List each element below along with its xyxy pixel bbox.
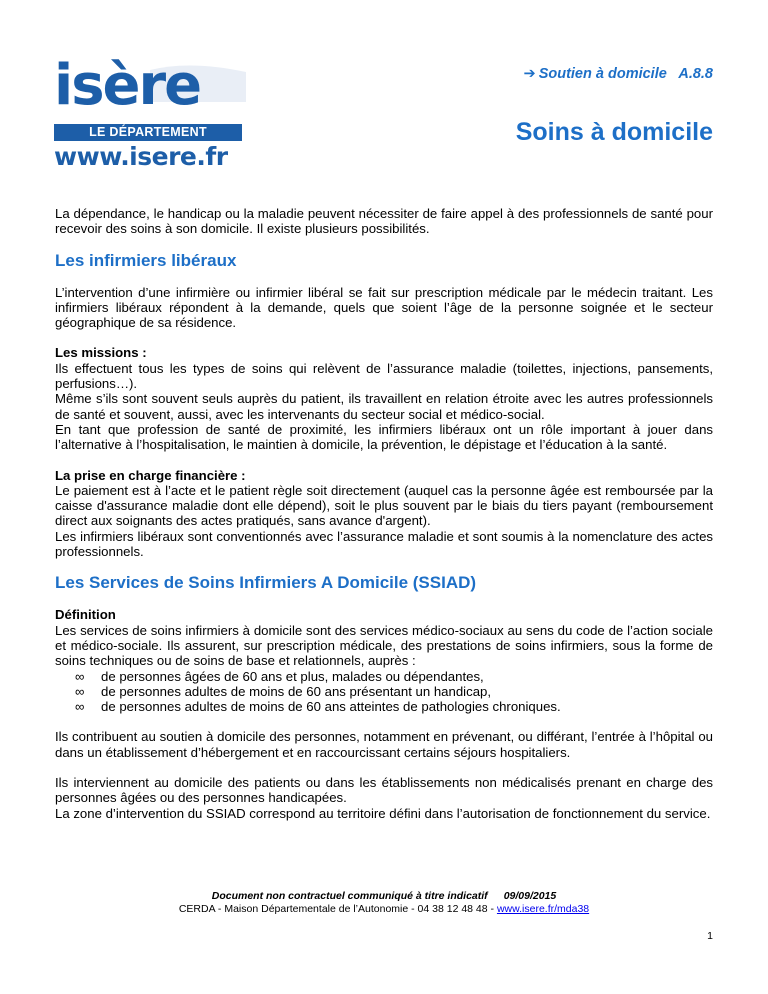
logo-url: www.isere.fr <box>54 142 228 171</box>
list-item: ∞ de personnes âgées de 60 ans et plus, malades ou dépendantes, <box>75 668 484 684</box>
paragraph: La zone d’intervention du SSIAD correspond au territoire défini dans l’autorisation de fonctionnement du service. <box>55 805 711 821</box>
bullet-icon: ∞ <box>75 699 85 715</box>
document-body <box>55 206 713 821</box>
bullet-icon: ∞ <box>75 683 85 699</box>
isere-logo <box>50 53 246 172</box>
logo-word: isère <box>54 53 201 118</box>
reference-text: Soutien à domicile A.8.8 <box>538 66 713 82</box>
footer-date: 09/09/2015 <box>503 890 557 902</box>
section-heading-ssiad: Les Services de Soins Infirmiers A Domicile (SSIAD) <box>55 573 477 593</box>
logo-band: LE DÉPARTEMENT <box>54 124 242 141</box>
list-item: ∞ de personnes adultes de moins de 60 ans présentant un handicap, <box>75 683 492 699</box>
subheading-finance: La prise en charge financière : <box>55 467 246 483</box>
paragraph: Le paiement est à l’acte et le patient règle soit directement (auquel cas la personne âgée est remboursée par la caisse d'assurance maladie dont elle dépend), soit le plus souvent par le biais du tiers payant (remboursement direct aux soignants des actes pratiqués, sans avance d'argent). <box>55 482 713 529</box>
bullet-list <box>55 669 713 715</box>
arrow-right-icon: ➔ <box>523 66 536 82</box>
paragraph: Ils contribuent au soutien à domicile des personnes, notamment en prévenant, ou différant, l’entrée à l’hôpital ou dans un établissement d’hébergement et en raccourcissant certains séjours hospitaliers. <box>55 729 713 760</box>
paragraph: Ils interviennent au domicile des patients ou dans les établissements non médicalisés prenant en charge des personnes âgées ou des personnes handicapées. <box>55 775 713 806</box>
footer-link[interactable]: www.isere.fr/mda38 <box>496 903 590 915</box>
intro-paragraph: La dépendance, le handicap ou la maladie peuvent nécessiter de faire appel à des professionnels de santé pour recevoir des soins à son domicile. Il existe plusieurs possibilités. <box>55 206 713 237</box>
list-item: ∞ de personnes adultes de moins de 60 ans atteintes de pathologies chroniques. <box>75 699 561 715</box>
paragraph: L’intervention d’une infirmière ou infirmier libéral se fait sur prescription médicale par le médecin traitant. Les infirmiers libéraux répondent à la demande, quels que soient l’âge de la personne soignée et le secteur géographique de sa résidence. <box>55 284 713 331</box>
subheading-definition: Définition <box>55 607 116 623</box>
paragraph: Les services de soins infirmiers à domicile sont des services médico-sociaux au sens du code de l’action sociale et médico-sociale. Ils assurent, sur prescription médicale, des prestations de soins infirmiers, sous la forme de soins techniques ou de soins de base et relationnels, auprès : <box>55 622 713 669</box>
paragraph: En tant que profession de santé de proximité, les infirmiers libéraux ont un rôle important à jouer dans l’alternative à l’hospitalisation, le maintien à domicile, la prévention, le dépistage et l’éducation à la santé. <box>55 421 713 453</box>
paragraph: Ils effectuent tous les types de soins qui relèvent de l’assurance maladie (toilettes, injections, pansements, perfusions…). <box>55 360 713 392</box>
footer-disclaimer: Document non contractuel communiqué à titre indicatif 09/09/2015 <box>211 890 557 902</box>
page-title: Soins à domicile <box>515 118 713 146</box>
document-reference <box>524 66 713 82</box>
paragraph: Même s’ils sont souvent seuls auprès du patient, ils travaillent en relation étroite avec les autres professionnels de santé et souvent, aussi, avec les intervenants du secteur social et médico-social. <box>55 391 713 422</box>
subheading-missions: Les missions : <box>55 345 147 361</box>
section-heading-infirmiers: Les infirmiers libéraux <box>55 250 237 270</box>
bullet-icon: ∞ <box>75 668 85 684</box>
footer-contact: CERDA - Maison Départementale de l’Autonomie - 04 38 12 48 48 - www.isere.fr/mda38 <box>178 903 590 915</box>
paragraph: Les infirmiers libéraux sont conventionnés avec l’assurance maladie et sont soumis à la nomenclature des actes professionnels. <box>55 528 713 560</box>
page-footer <box>0 890 768 916</box>
page-number: 1 <box>707 930 713 942</box>
